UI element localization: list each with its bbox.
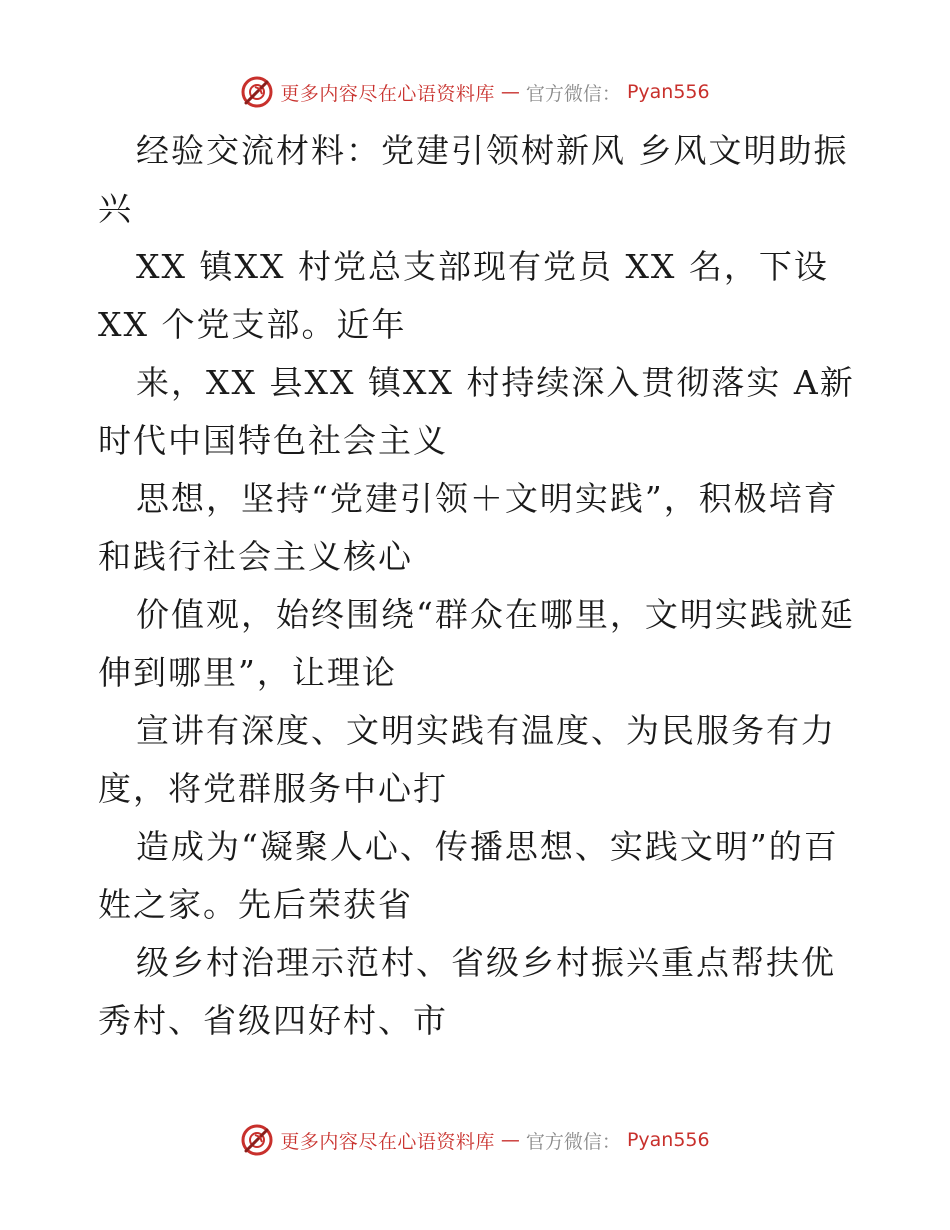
watermark-dash: — <box>500 81 520 103</box>
watermark-wechat-id: Pyan556 <box>626 1129 710 1151</box>
footer-watermark <box>0 1120 950 1160</box>
document-body <box>98 122 858 1050</box>
pen-logo-icon <box>240 75 274 109</box>
header-watermark <box>0 72 950 112</box>
paragraph: XX 镇XX 村党总支部现有党员 XX 名，下设 XX 个党支部。近年 <box>98 247 829 344</box>
paragraph: 级乡村治理示范村、省级乡村振兴重点帮扶优秀村、省级四好村、市 <box>98 943 836 1040</box>
watermark-wechat-id: Pyan556 <box>626 81 710 103</box>
paragraph: 造成为“凝聚人心、传播思想、实践文明”的百姓之家。先后荣获省 <box>98 827 839 924</box>
paragraph: 宣讲有深度、文明实践有温度、为民服务有力度，将党群服务中心打 <box>98 711 836 808</box>
paragraph: 价值观，始终围绕“群众在哪里，文明实践就延伸到哪里”，让理论 <box>98 595 855 692</box>
paragraph: 思想，坚持“党建引领＋文明实践”，积极培育和践行社会主义核心 <box>98 479 839 576</box>
watermark-wechat-label: 官方微信： <box>525 1130 621 1153</box>
document-title: 经验交流材料：党建引领树新风 乡风文明助振兴 <box>98 131 849 228</box>
watermark-dash: — <box>500 1129 520 1151</box>
watermark-main-text: 更多内容尽在心语资料库 <box>280 1130 495 1153</box>
watermark-main-text: 更多内容尽在心语资料库 <box>280 82 495 105</box>
pen-logo-icon <box>240 1123 274 1157</box>
watermark-wechat-label: 官方微信： <box>525 82 621 105</box>
paragraph: 来，XX 县XX 镇XX 村持续深入贯彻落实 A新时代中国特色社会主义 <box>98 363 855 460</box>
